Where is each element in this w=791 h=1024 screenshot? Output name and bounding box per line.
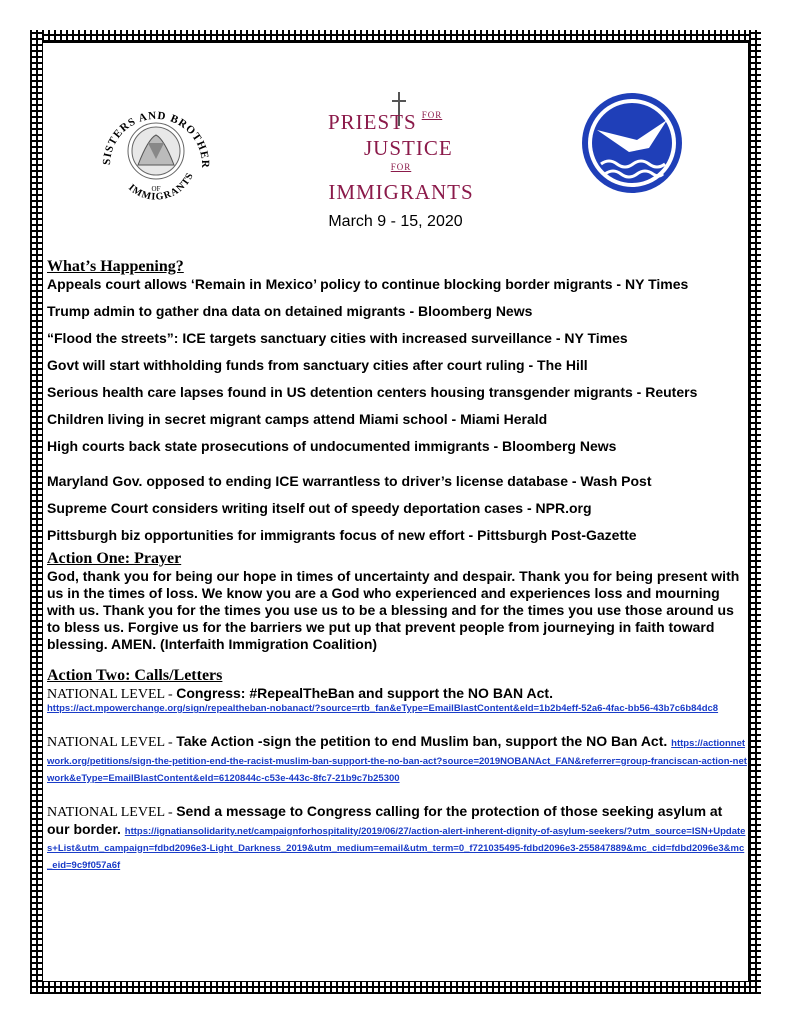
call-item: NATIONAL LEVEL - Take Action -sign the petition to end Muslim ban, support the NO Ban Act. https://actionnetwork.org/petitions/sign-the-petition-end-the-racist-muslim-ban-support-the-no-ban-act?source=2019NOBANAct_FAN&referrer=group-franciscan-action-network&eType=EmailBlastContent&eId=6120844c-c53e-443c-8fc7-21b9c7b25300 <box>47 732 747 784</box>
call-item: NATIONAL LEVEL - Congress: #RepealTheBan and support the NO BAN Act. https://act.mpowerchange.org/sign/repealtheban-nobanact/?source=rtb_fan&eType=EmailBlastContent&eId=1b2b4eff-52a6-4fac-bb56-43b7c6b84dc8 <box>47 685 747 715</box>
whats-happening-heading: What’s Happening? <box>47 258 184 275</box>
action-two-heading: Action Two: Calls/Letters <box>47 667 223 684</box>
border-bottom <box>30 982 761 994</box>
border-right <box>749 30 761 994</box>
news-item: Govt will start withholding funds from sanctuary cities after court ruling - The Hill <box>47 357 588 373</box>
call-text: Send a message to Congress calling for the protection of those seeking asylum at our border. <box>47 802 723 837</box>
logo-center-line2: JUSTICE <box>364 136 453 160</box>
logo-left-top-text: SISTERS AND BROTHER <box>100 109 212 169</box>
svg-text:IMMIGRANTS <box>126 171 196 203</box>
sisters-brothers-logo <box>92 95 220 203</box>
action-one-heading: Action One: Prayer <box>47 550 182 567</box>
news-item: Serious health care lapses found in US detention centers housing transgender migrants - Reuters <box>47 384 698 400</box>
logo-center-line1: PRIESTS <box>328 110 417 134</box>
call-link[interactable]: https://ignatiansolidarity.net/campaignforhospitality/2019/06/27/action-alert-inherent-dignity-of-asylum-seekers/?utm_source=ISN+Updates+List&utm_campaign=fdbd2096e3-Light_Darkness_2019&utm_medium=email&utm_term=0_f721035495-fdbd2096e3-255847889&mc_cid=fdbd2096e3&mc_eid=9c9f057a6f <box>47 825 746 871</box>
prayer-text: God, thank you for being our hope in times of uncertainty and despair. Thank you for being present with us in the times of loss. We know you are a God who experienced and experiences loss and mourning with us. Thank you for the times you use us to be a blessing and for the times you use those around us to bless us. Forgive us for the barriers we put up that prevent people from journeying in faith toward blessing. AMEN. (Interfaith Immigration Coalition) <box>47 568 740 652</box>
call-text: Congress: #RepealTheBan and support the NO BAN Act. <box>176 685 553 701</box>
logo-center-line3: IMMIGRANTS <box>328 180 474 204</box>
call-item: NATIONAL LEVEL - Send a message to Congress calling for the protection of those seeking asylum at our border. https://ignatiansolidarity.net/campaignforhospitality/2019/06/27/action-alert-inherent-dignity-of-asylum-seekers/?utm_source=ISN+Updates+List&utm_campaign=fdbd2096e3-Light_Darkness_2019&utm_medium=email&utm_term=0_f721035495-fdbd2096e3-255847889&mc_cid=fdbd2096e3&mc_eid=9c9f057a6f <box>47 802 746 871</box>
news-item: “Flood the streets”: ICE targets sanctuary cities with increased surveillance - NY Times <box>47 330 628 346</box>
border-left <box>30 30 42 994</box>
news-list <box>47 276 747 544</box>
news-item: High courts back state prosecutions of undocumented immigrants - Bloomberg News <box>47 438 617 454</box>
call-level: NATIONAL LEVEL <box>47 804 165 820</box>
news-item: Maryland Gov. opposed to ending ICE warrantless to driver’s license database - Wash Post <box>47 473 652 489</box>
logo-center-for2: FOR <box>390 162 412 172</box>
priests-for-justice-logo <box>322 92 474 204</box>
news-item: Trump admin to gather dna data on detained migrants - Bloomberg News <box>47 303 533 319</box>
dove-logo <box>579 90 685 196</box>
call-level: NATIONAL LEVEL <box>47 734 165 750</box>
logo-left-bottom-text: IMMIGRANTS <box>126 170 197 203</box>
date-range: March 9 - 15, 2020 <box>328 213 463 230</box>
news-item: Children living in secret migrant camps attend Miami school - Miami Herald <box>47 411 548 427</box>
logo-left-mid-text: OF <box>151 185 161 193</box>
call-text: Take Action -sign the petition to end Muslim ban, support the NO Ban Act. <box>176 732 668 749</box>
news-item: Pittsburgh biz opportunities for immigrants focus of new effort - Pittsburgh Post-Gazette <box>47 527 637 543</box>
news-item: Supreme Court considers writing itself out of speedy deportation cases - NPR.org <box>47 500 592 516</box>
call-level: NATIONAL LEVEL <box>47 687 165 702</box>
call-link[interactable]: https://actionnetwork.org/petitions/sign-the-petition-end-the-racist-muslim-ban-support-the-no-ban-act?source=2019NOBANAct_FAN&referrer=group-franciscan-action-network&eType=EmailBlastContent&eId=6120844c-c53e-443c-8fc7-21b9c7b25300 <box>47 737 747 784</box>
logo-center-for1: FOR <box>421 110 443 120</box>
call-link[interactable]: https://act.mpowerchange.org/sign/repealtheban-nobanact/?source=rtb_fan&eType=EmailBlastContent&eId=1b2b4eff-52a6-4fac-bb56-43b7c6b84dc8 <box>47 703 719 714</box>
news-item: Appeals court allows ‘Remain in Mexico’ policy to continue blocking border migrants - NY Times <box>47 276 689 292</box>
main-content <box>47 258 747 872</box>
border-top <box>30 30 761 42</box>
